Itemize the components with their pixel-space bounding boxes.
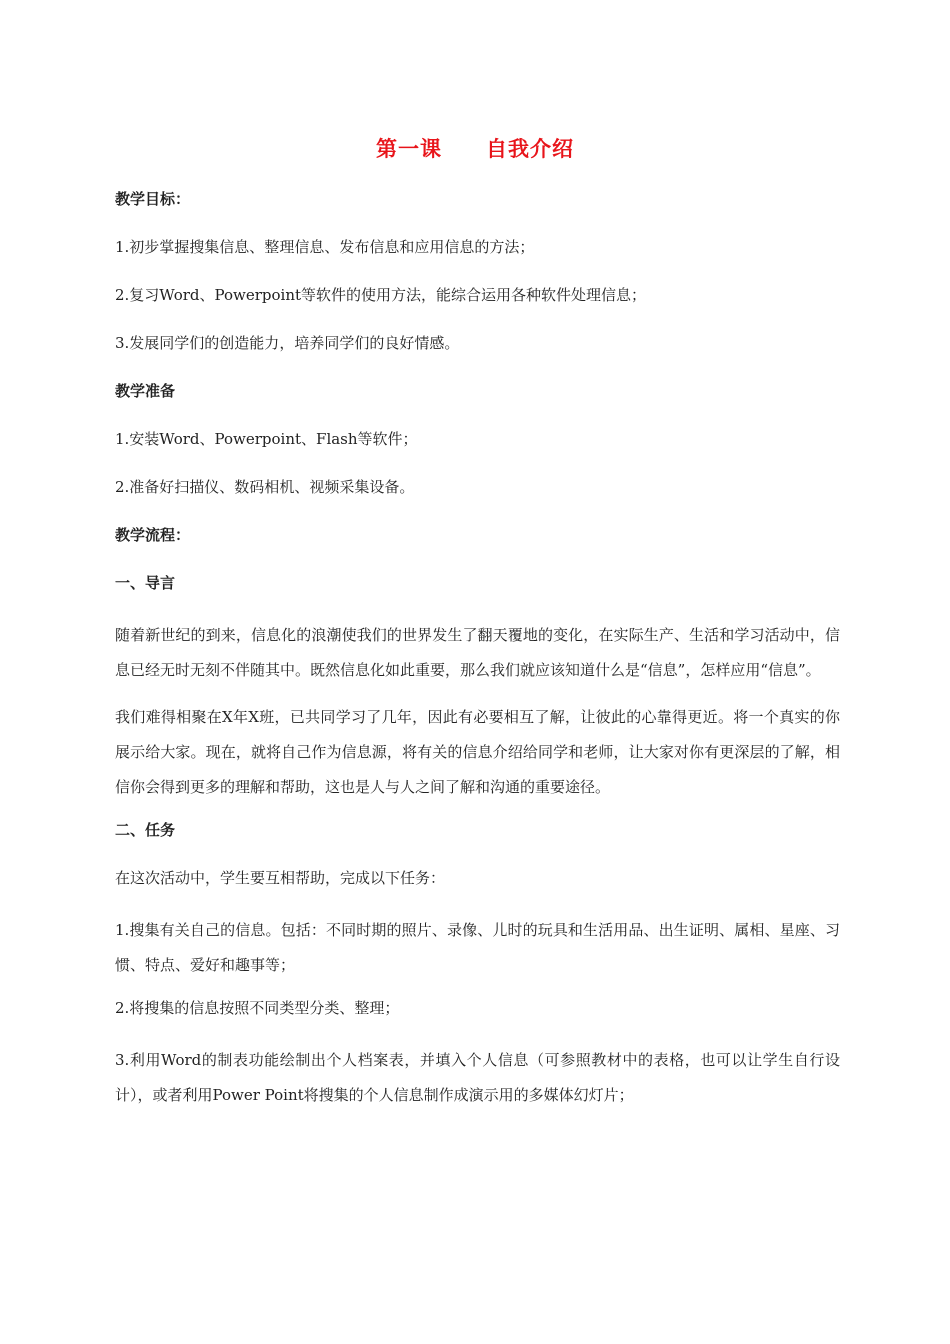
task-intro: 在这次活动中，学生要互相帮助，完成以下任务：	[115, 869, 446, 887]
task-item: 2.将搜集的信息按照不同类型分类、整理；	[115, 999, 400, 1017]
intro-paragraph: 随着新世纪的到来，信息化的浪潮使我们的世界发生了翻天覆地的变化，在实际生产、生活和学习活动中，信息已经无时无刻不伴随其中。既然信息化如此重要，那么我们就应该知道什么是“信息”，怎样应用“信息”。	[115, 626, 840, 679]
prep-item: 1.安装Word、Powerpoint、Flash等软件；	[115, 430, 418, 448]
prep-heading: 教学准备	[115, 382, 176, 400]
task-item: 3.利用Word的制表功能绘制出个人档案表，并填入个人信息（可参照教材中的表格，也可以让学生自行设计），或者利用Power Point将搜集的个人信息制作成演示用的多媒体幻灯片；	[115, 1051, 840, 1104]
intro-heading: 一、导言	[115, 574, 176, 592]
objective-item: 2.复习Word、Powerpoint等软件的使用方法，能综合运用各种软件处理信息；	[115, 286, 647, 304]
document-title: 第一课 自我介绍	[376, 137, 574, 161]
flow-heading: 教学流程：	[115, 526, 191, 544]
objectives-heading: 教学目标：	[115, 190, 191, 208]
task-heading: 二、任务	[115, 821, 176, 839]
document-body	[115, 186, 840, 1125]
objective-item: 1.初步掌握搜集信息、整理信息、发布信息和应用信息的方法；	[115, 238, 535, 256]
intro-paragraph: 我们难得相聚在X年X班，已共同学习了几年，因此有必要相互了解，让彼此的心靠得更近。将一个真实的你展示给大家。现在，就将自己作为信息源，将有关的信息介绍给同学和老师，让大家对你有更深层的了解，相信你会得到更多的理解和帮助，这也是人与人之间了解和沟通的重要途径。	[115, 708, 840, 796]
task-item: 1.搜集有关自己的信息。包括：不同时期的照片、录像、儿时的玩具和生活用品、出生证明、属相、星座、习惯、特点、爱好和趣事等；	[115, 921, 840, 974]
objective-item: 3.发展同学们的创造能力，培养同学们的良好情感。	[115, 334, 460, 352]
prep-item: 2.准备好扫描仪、数码相机、视频采集设备。	[115, 478, 415, 496]
